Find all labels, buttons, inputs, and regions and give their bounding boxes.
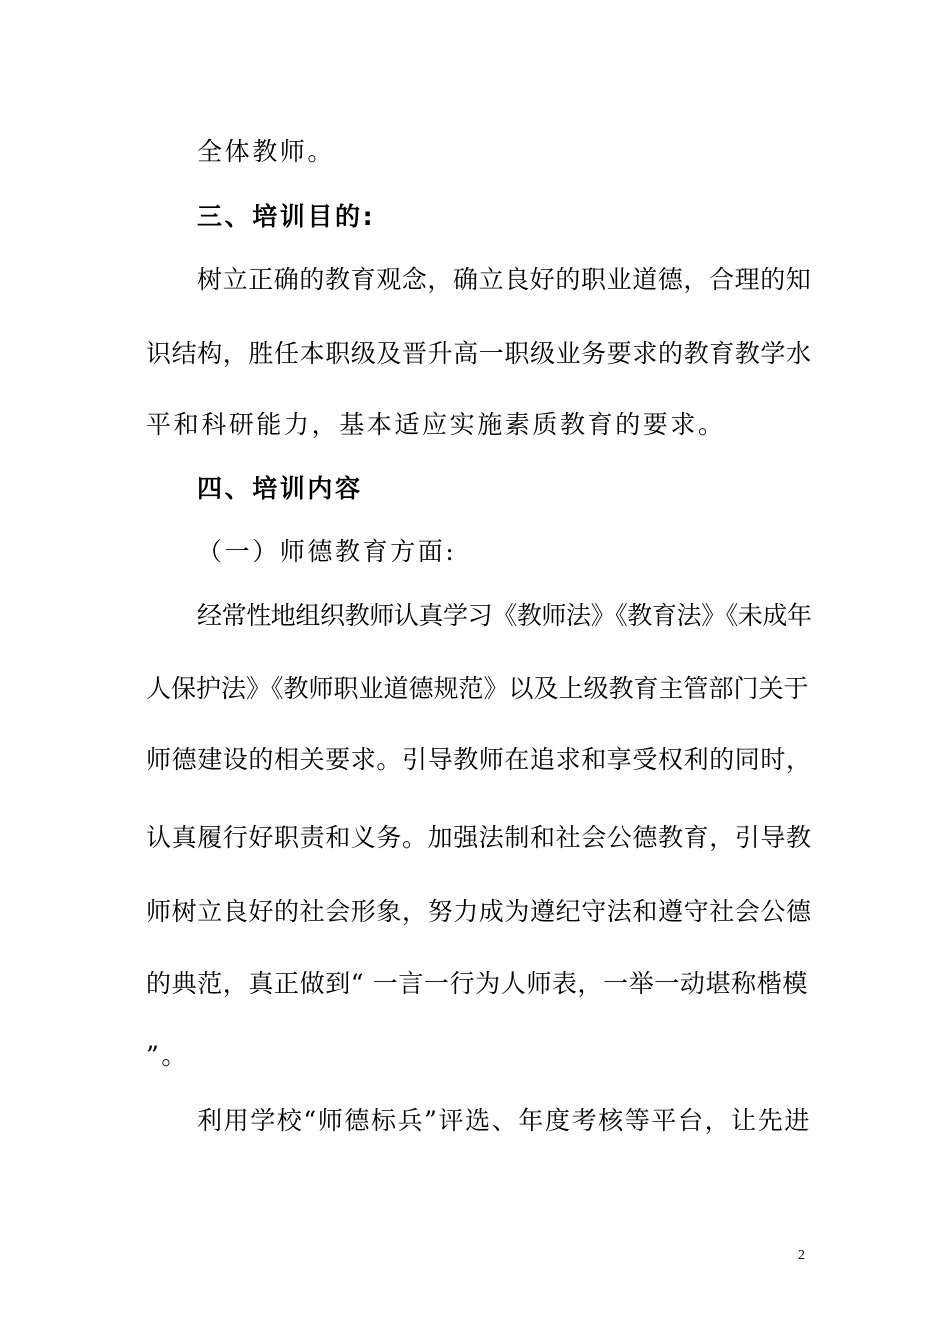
text-line: 认真履行好职责和义务。加强法制和社会公德教育，引导教	[146, 823, 812, 852]
text-line: 识结构，胜任本职级及晋升高一职级业务要求的教育教学水	[146, 339, 812, 368]
section-heading: 四、培训内容	[197, 474, 363, 503]
text-line: 人保护法》《教师职业道德规范》以及上级教育主管部门关于	[146, 674, 809, 703]
section-heading: 三、培训目的:	[197, 202, 376, 231]
text-line: 师德建设的相关要求。引导教师在追求和享受权利的同时，	[146, 745, 812, 774]
subsection-heading: （一）师德教育方面:	[197, 537, 457, 566]
text-line: 全体教师。	[197, 137, 336, 166]
text-line: ”。	[146, 1041, 189, 1070]
text-line: 师树立良好的社会形象，努力成为遵纪守法和遵守社会公德	[146, 897, 812, 926]
text-line: 的典范，真正做到“ 一言一行为人师表，一举一动堪称楷模	[146, 969, 808, 998]
text-line: 利用学校“师德标兵”评选、年度考核等平台，让先进	[197, 1106, 811, 1135]
page-number: 2	[798, 1248, 805, 1263]
text-line: 平和科研能力，基本适应实施素质教育的要求。	[146, 410, 726, 439]
text-line: 经常性地组织教师认真学习《教师法》《教育法》《未成年	[197, 601, 812, 630]
text-line: 树立正确的教育观念，确立良好的职业道德，合理的知	[197, 265, 812, 294]
